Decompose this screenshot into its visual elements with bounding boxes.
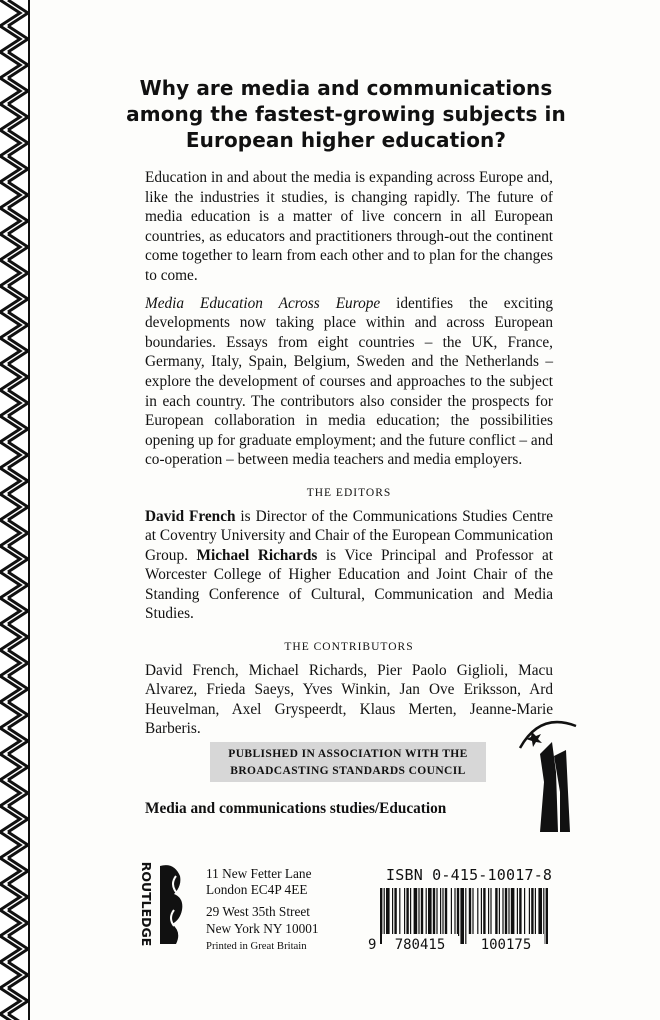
blurb-body xyxy=(145,168,553,747)
description-paragraph xyxy=(145,294,553,470)
publisher-address xyxy=(206,866,319,954)
decorative-zigzag-border xyxy=(0,0,30,1020)
isbn-barcode xyxy=(364,888,556,952)
address-line-3: 29 West 35th Street xyxy=(206,904,310,920)
broadcasting-council-logo xyxy=(510,712,580,832)
editor1-bio: is Director of the Communications Studies Centre at Coventry University and Chair of the European Communication Group. xyxy=(145,507,553,564)
contributors-label: THE CONTRIBUTORS xyxy=(284,641,414,654)
editor1-name: David French xyxy=(145,507,236,525)
barcode-first-digit: 9 xyxy=(368,937,377,952)
address-line-1: 11 New Fetter Lane xyxy=(206,866,312,881)
book-title: Media Education Across Europe xyxy=(145,294,381,312)
barcode-right-digits: 100175 xyxy=(480,937,532,952)
address-line-4: New York NY 10001 xyxy=(206,920,319,936)
association-line-2: BROADCASTING STANDARDS COUNCIL xyxy=(230,765,466,777)
editor2-name: Michael Richards xyxy=(196,546,318,564)
subject-category: Media and communications studies/Education xyxy=(145,800,447,817)
description-text: identifies the exciting developments now taking place within and across European boundaries. Essays from eight countries – the UK, France, Germany, Italy, Spain, Belgium, Sweden and the Netherlands – explore the development of courses and approaches to the subject in each country. The contributors also consider the prospects for European collaboration in media education; the possibilities opening up for graduate employment; and the future conflict – and co-operation – between media teachers and media employers. xyxy=(145,294,554,469)
published-association-band xyxy=(210,742,486,782)
intro-paragraph: Education in and about the media is expanding across Europe and, like the industries it studies, is changing rapidly. The future of media education is a matter of live concern in all European countries, as educators and practitioners through-out the continent come together to learn from each other and to plan for the changes to come. xyxy=(145,169,553,284)
association-line-1: PUBLISHED IN ASSOCIATION WITH THE xyxy=(228,748,468,760)
editors-bio xyxy=(145,507,553,625)
publisher-logo-text: ROUTLEDGE xyxy=(139,861,154,947)
routledge-logo xyxy=(130,858,200,950)
address-line-2: London EC4P 4EE xyxy=(206,882,308,898)
isbn-number: ISBN 0-415-10017-8 xyxy=(386,866,553,884)
page-heading: Why are media and communications among the fastest-growing subjects in European higher education? xyxy=(126,76,566,153)
contributors-list: David French, Michael Richards, Pier Paolo Giglioli, Macu Alvarez, Frieda Saeys, Yves Winkin, Jan Ove Eriksson, Ard Heuvelman, Axel Gryspeerdt, Klaus Merten, Jeanne-Marie Barberis. xyxy=(145,661,553,738)
barcode-left-digits: 780415 xyxy=(394,937,446,952)
editor2-bio: is Vice Principal and Professor at Worcester College of Higher Education and Joint Chair of the Standing Conference of Cultural, Communication and Media Studies. xyxy=(145,546,553,623)
printed-in: Printed in Great Britain xyxy=(206,939,307,952)
editors-label: THE EDITORS xyxy=(306,486,392,499)
